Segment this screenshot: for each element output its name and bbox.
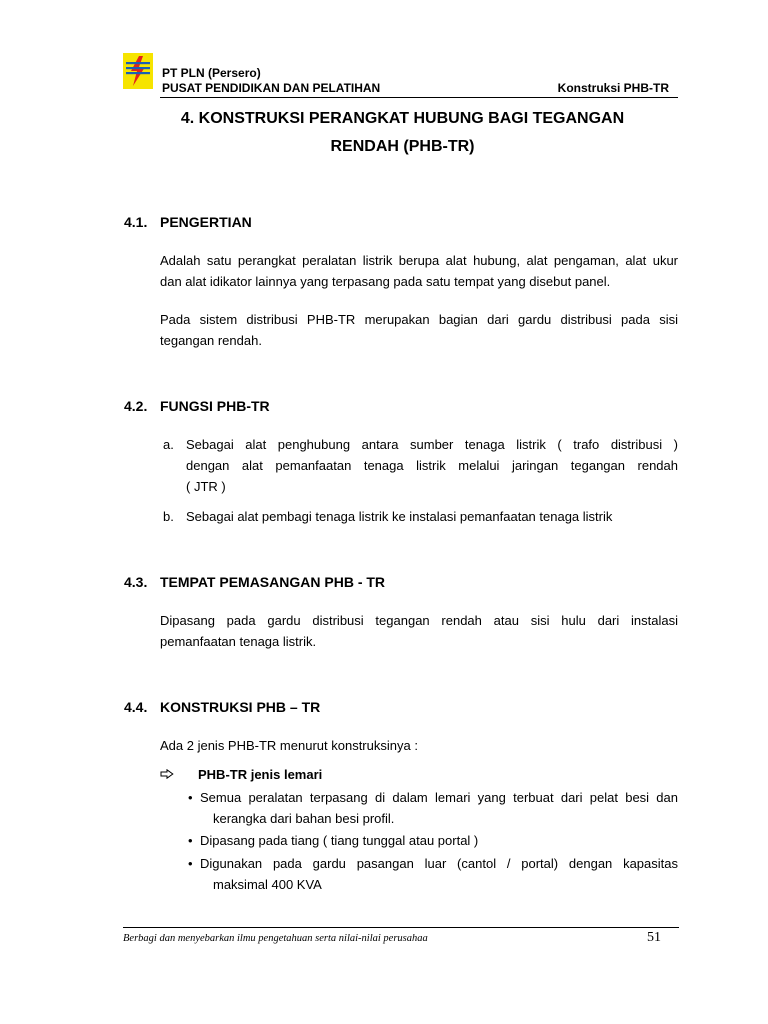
section-heading-pengertian: [124, 214, 252, 230]
list-marker: b.: [163, 509, 174, 524]
page-number: 51: [647, 930, 661, 945]
paragraph: [160, 309, 678, 351]
section-heading-konstruksi: [124, 699, 320, 715]
list-item-line: ( JTR ): [186, 479, 226, 494]
list-item-line: Sebagai alat pembagi tenaga listrik ke instalasi pemanfaatan tenaga listrik: [186, 509, 613, 524]
paragraph: [160, 735, 678, 756]
bullet-item: [188, 787, 678, 829]
footer-motto: Berbagi dan menyebarkan ilmu pengetahuan serta nilai-nilai perusahaa: [123, 933, 428, 944]
list-item: [163, 506, 678, 527]
bullet-icon: •: [188, 833, 193, 848]
paragraph-line: Dipasang pada gardu distribusi tegangan rendah atau sisi hulu dari instalasi: [160, 613, 678, 628]
division-name: PUSAT PENDIDIKAN DAN PELATIHAN: [162, 81, 381, 95]
section-title: PENGERTIAN: [160, 214, 252, 230]
paragraph-line: Pada sistem distribusi PHB-TR merupakan bagian dari gardu distribusi pada sisi: [160, 312, 678, 327]
paragraph: [160, 250, 678, 292]
bullet-line: kerangka dari bahan besi profil.: [213, 811, 395, 826]
bullet-icon: •: [188, 856, 193, 871]
list-item: [163, 434, 678, 497]
chapter-title-line2: RENDAH (PHB-TR): [330, 138, 475, 155]
hollow-arrow-right-icon: [160, 767, 198, 782]
pln-logo-icon: [123, 53, 153, 89]
paragraph-line: pemanfaatan tenaga listrik.: [160, 634, 317, 649]
chapter-title-line1: 4. KONSTRUKSI PERANGKAT HUBUNG BAGI TEGANGAN: [180, 110, 625, 127]
paragraph-line: tegangan rendah.: [160, 333, 262, 348]
list-marker: a.: [163, 437, 174, 452]
paragraph-line: dan alat idikator lainnya yang terpasang pada satu tempat yang disebut panel.: [160, 274, 611, 289]
section-number: 4.3.: [124, 574, 148, 590]
bullet-icon: •: [188, 790, 193, 805]
bullet-line: maksimal 400 KVA: [213, 877, 322, 892]
section-title: KONSTRUKSI PHB – TR: [160, 699, 321, 715]
list-item-line: Sebagai alat penghubung antara sumber tenaga listrik ( trafo distribusi ): [186, 437, 678, 452]
bullet-item: [188, 853, 678, 895]
bullet-line: Digunakan pada gardu pasangan luar (cantol / portal) dengan kapasitas: [200, 856, 678, 871]
section-number: 4.2.: [124, 398, 148, 414]
paragraph-line: Adalah satu perangkat peralatan listrik berupa alat hubung, alat pengaman, alat ukur: [160, 253, 678, 268]
header-doc-title: Konstruksi PHB-TR: [557, 81, 669, 95]
company-name: PT PLN (Persero): [162, 66, 261, 80]
paragraph-line: Ada 2 jenis PHB-TR menurut konstruksinya :: [160, 738, 418, 753]
bullet-item: [188, 830, 678, 851]
section-title: FUNGSI PHB-TR: [160, 398, 270, 414]
section-heading-tempat-pemasangan: [124, 574, 385, 590]
list-item-line: dengan alat pemanfaatan tenaga listrik melalui jaringan tegangan rendah: [186, 458, 678, 473]
section-number: 4.4.: [124, 699, 148, 715]
bullet-line: Dipasang pada tiang ( tiang tunggal atau portal ): [200, 833, 479, 848]
subheading-text: PHB-TR jenis lemari: [198, 767, 323, 782]
section-number: 4.1.: [124, 214, 148, 230]
header-divider: [160, 97, 678, 98]
footer-divider: [123, 927, 679, 928]
bullet-line: Semua peralatan terpasang di dalam lemari yang terbuat dari pelat besi dan: [200, 790, 678, 805]
subheading: [160, 767, 322, 782]
section-heading-fungsi: [124, 398, 270, 414]
section-title: TEMPAT PEMASANGAN PHB - TR: [160, 574, 386, 590]
paragraph: [160, 610, 678, 652]
